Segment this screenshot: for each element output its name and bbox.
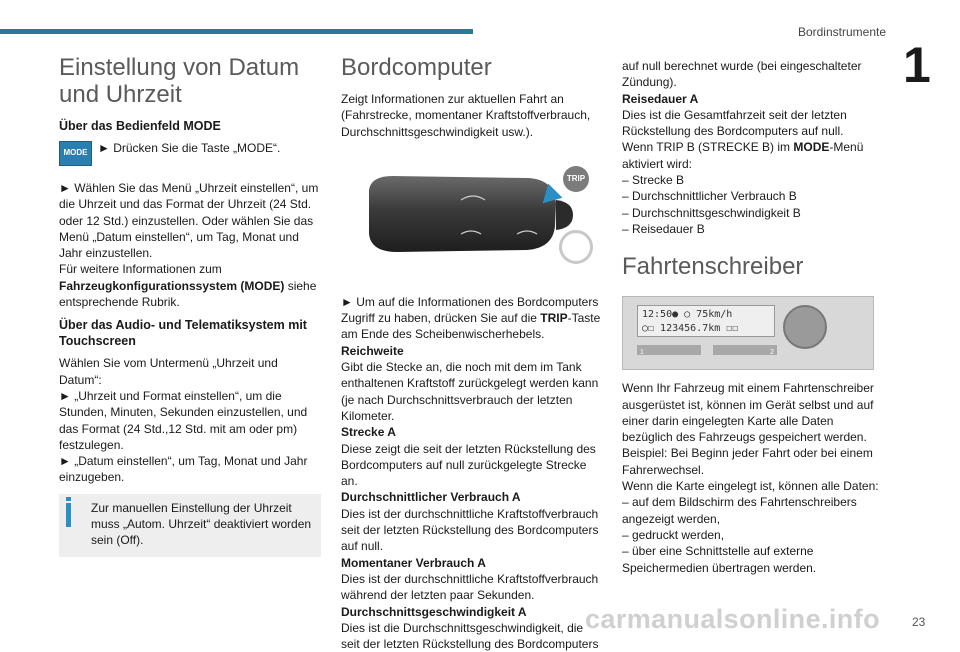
watermark: carmanualsonline.info [585, 604, 880, 634]
tachograph-line-2: ○☐ 123456.7km ☐☐ [642, 323, 739, 335]
paragraph-avg-speed: Dies ist die Durchschnittsgeschwindigkeit, die seit der letzten Rückstellung des Bordcomputers [341, 620, 599, 652]
heading-avg-consumption: Durchschnittlicher Verbrauch A [341, 490, 521, 505]
chapter-number: 1 [903, 37, 931, 93]
list-item: – auf dem Bildschirm des Fahrtenschreibers angezeigt werden, [622, 495, 857, 526]
list-item: – Durchschnittsgeschwindigkeit B [622, 205, 801, 220]
tachograph-display [637, 305, 775, 337]
stalk-body [369, 176, 556, 252]
paragraph-distance: Diese zeigt die seit der letzten Rückstellung des Bordcomputers auf null zurückgelegte Strecke an. [341, 441, 596, 489]
wiper-stalk-figure [341, 160, 603, 278]
tachograph-data-list [622, 494, 884, 575]
paragraph-menu: ► Wählen Sie das Menü „Uhrzeit einstellen“, um die Uhrzeit und das Format der Uhrzeit (24 Std. oder 12 Std.) einzustellen. Oder wählen Sie das Menü „Datum einstellen“, um Tag, Monat und Jahr einzustellen. [59, 181, 319, 261]
info-box [59, 494, 321, 557]
heading-current-consumption: Momentaner Verbrauch A [341, 555, 486, 570]
paragraph-more-info: Für weitere Informationen zum Fahrzeugkonfigurationssystem (MODE) siehe entsprechende Rubrik. [59, 262, 317, 310]
info-text: Zur manuellen Einstellung der Uhrzeit muss „Autom. Uhrzeit“ deaktiviert worden sein (Off). [91, 500, 312, 548]
subheading-mode-panel: Über das Bedienfeld MODE [59, 119, 221, 133]
list-item: – Strecke B [622, 173, 685, 188]
tachograph-line-1: 12:50● ○ 75km/h [642, 309, 733, 321]
paragraph-tacho-2: Beispiel: Bei Beginn jeder Fahrt oder bei einem Fahrerwechsel. [622, 446, 873, 477]
paragraph-tacho-1: Wenn Ihr Fahrzeug mit einem Fahrtenschreiber ausgerüstet ist, können im Gerät selbst und auf einer darin eingelegten Karte alle Daten bezüglich des Fahrzeugs gespeichert werden. [622, 381, 874, 445]
paragraph-date: ► „Datum einstellen“, um Tag, Monat und Jahr einzugeben. [59, 454, 308, 485]
paragraph-range: Gibt die Stecke an, die noch mit dem im Tank enthaltenen Kraftstoff zurückgelegt werden kann (je nach Durchschnittsverbrauch der letzten Kilometer. [341, 360, 599, 423]
subheading-audio: Über das Audio- und Telematiksystem mit Touchscreen [59, 318, 307, 349]
list-item: – Reisedauer B [622, 221, 705, 236]
paragraph-trip-step: ► Um auf die Informationen des Bordcomputers Zugriff zu haben, drücken Sie auf die TRIP-Taste am Ende des Scheibenwischerhebels. [341, 294, 601, 342]
paragraph-time-format: ► „Uhrzeit und Format einstellen“, um die Stunden, Minuten, Sekunden einzustellen, und das Format (24 Std.,12 Std. mit am oder pm) festzulegen. [59, 388, 308, 452]
stalk-tip [556, 200, 573, 230]
mode-menu-name: MODE [793, 140, 830, 155]
paragraph-submenu: Wählen Sie vom Untermenü „Uhrzeit und Datum“: [59, 356, 278, 387]
paragraph-avg-consumption: Dies ist der durchschnittliche Kraftstoffverbrauch seit der letzten Rückstellung des Bordcomputers auf null. [341, 506, 599, 554]
heading-date-time: Einstellung von Datum und Uhrzeit [59, 54, 300, 108]
heading-avg-speed: Durchschnittsgeschwindigkeit A [341, 604, 527, 619]
list-item: – gedruckt werden, [622, 527, 725, 542]
section-title: Bordinstrumente [797, 25, 886, 39]
mode-step-row [59, 140, 321, 166]
column-tachograph [622, 58, 884, 576]
steering-wheel-icon [559, 230, 593, 264]
trip-key-name: TRIP [540, 311, 568, 326]
tachograph-card-slot-1: 1 [637, 345, 701, 355]
paragraph-intro: Zeigt Informationen zur aktuellen Fahrt an (Fahrstrecke, momentaner Kraftstoffverbrauch, Durchschnittsgeschwindigkeit usw.). [341, 92, 591, 139]
tachograph-controls [783, 305, 827, 349]
header-accent-bar [0, 29, 473, 34]
heading-tachograph: Fahrtenschreiber [622, 253, 804, 281]
paragraph-current-consumption: Dies ist der durchschnittliche Kraftstoffverbrauch während der letzten paar Sekunden. [341, 571, 599, 603]
paragraph-tacho-3: Wenn die Karte eingelegt ist, können alle Daten: [622, 479, 879, 494]
paragraph-travel-time: Dies ist die Gesamtfahrzeit seit der letzten Rückstellung des Bordcomputers auf null. [622, 107, 847, 139]
trip-b-list [622, 172, 884, 237]
heading-distance: Strecke A [341, 425, 396, 440]
tachograph-figure [622, 296, 874, 370]
heading-range: Reichweite [341, 343, 404, 358]
mode-step-text: ► Drücken Sie die Taste „MODE“. [98, 141, 281, 155]
column-date-time [59, 54, 321, 557]
paragraph-avg-speed-cont: auf null berechnet wurde (bei eingeschalteter Zündung). [622, 59, 862, 90]
list-item: – Durchschnittlicher Verbrauch B [622, 189, 797, 204]
tachograph-card-slot-2: 2 [713, 345, 777, 355]
paragraph-trip-b: Wenn TRIP B (STRECKE B) im MODE-Menü aktiviert wird: [622, 140, 864, 171]
mode-button-icon: MODE [59, 141, 92, 166]
heading-trip-computer: Bordcomputer [341, 54, 492, 81]
info-icon [66, 503, 71, 527]
page-number: 23 [912, 615, 926, 629]
column-trip-computer [341, 54, 603, 652]
trip-button-icon: TRIP [563, 166, 589, 192]
heading-travel-time: Reisedauer A [622, 91, 699, 106]
mode-system-name: Fahrzeugkonfigurationssystem (MODE) [59, 278, 285, 293]
list-item: – über eine Schnittstelle auf externe Speichermedien übertragen werden. [622, 544, 817, 575]
